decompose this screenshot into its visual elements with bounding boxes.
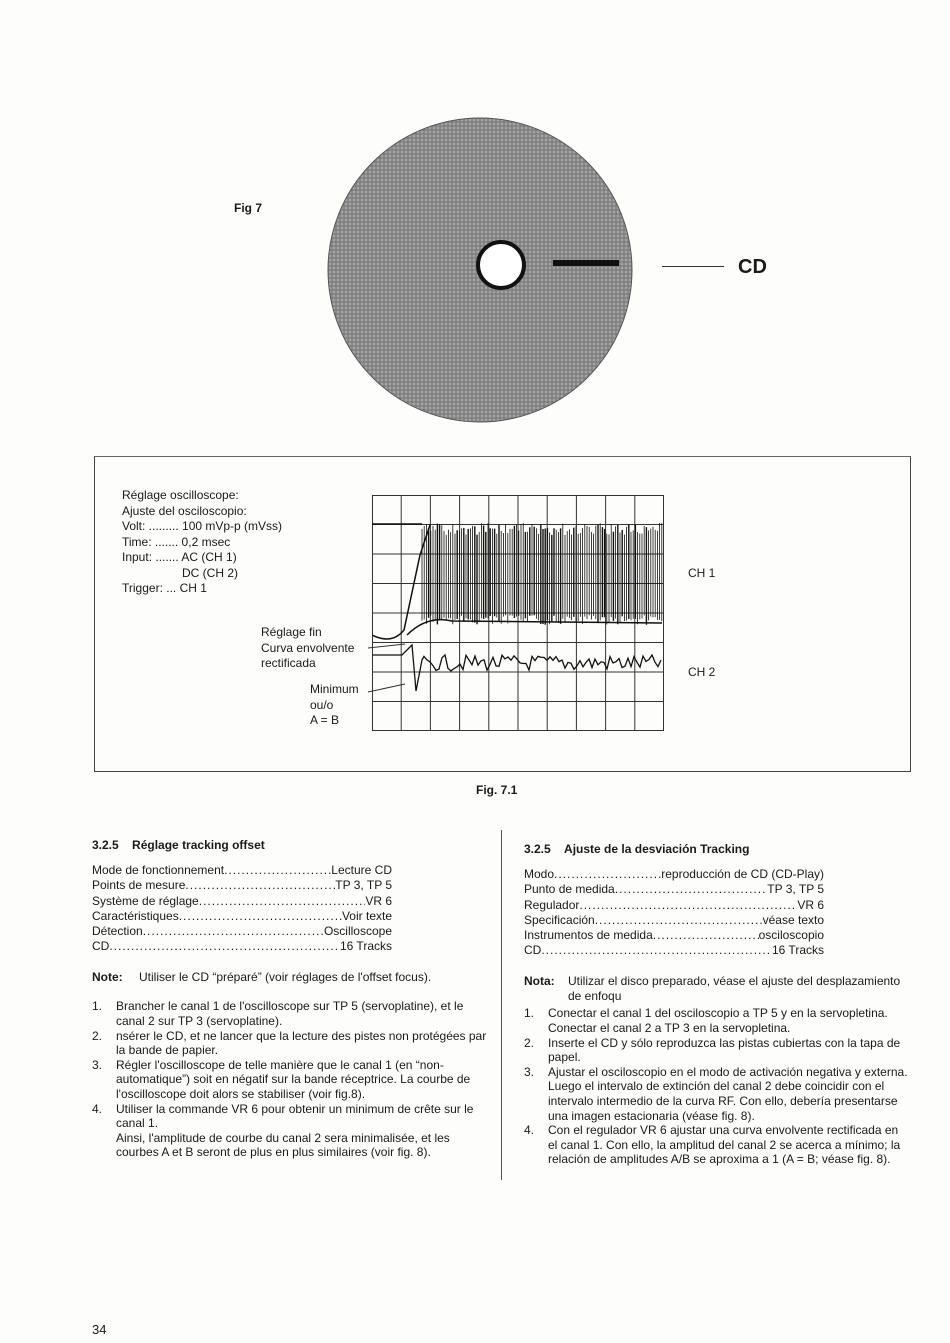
spec-value: Voir texte [341,908,392,923]
spec-key: CD [524,943,542,958]
step-text: Ajustar el osciloscopio en el modo de activación negativa y externa. Luego el intervalo de extinción del canal 2 debe coincidir con el intervalo intermedio de la curva RF. Con ello, debería presentarse una imagen estacionaria (véase fig. 8). [548,1064,908,1123]
leader-dots [143,924,324,939]
spec-key: Specificación [524,912,595,927]
leader-dots [185,878,335,893]
step-list [92,999,487,1160]
fig7-label: Fig 7 [234,201,263,215]
spec-value: TP 3, TP 5 [767,882,824,897]
spec-key: Instrumentos de medida [524,928,653,943]
cd-leader-line [662,266,724,267]
spec-row [92,863,392,878]
step-number: 3. [524,1064,535,1079]
page-number: 34 [92,1322,107,1337]
spec-key: Système de réglage [92,893,199,908]
leader-dots [615,882,768,897]
spec-row [524,898,824,913]
step-text: Con el regulador VR 6 ajustar una curva envolvente rectificada en el canal 1. Con ello, la amplitud del canal 2 se acerca a mínimo; la relación de amplitudes A/B se aproxima a 1 (A = B; véase fig. 8). [548,1123,901,1167]
step-text: Ainsi, l'amplitude de courbe du canal 2 sera minimalisée, et les courbes A et B seront de plus en plus similaires (voir fig. 8). [116,1130,450,1160]
spec-row [92,878,392,893]
annotation-line: Minimum [310,682,359,696]
settings-line: Input: ....... AC (CH 1) [122,550,237,564]
spec-value: VR 6 [797,897,824,912]
spec-row [92,924,392,939]
spec-value: osciloscopio [758,928,824,943]
spec-row [92,909,392,924]
step-text: nsérer le CD, et ne lancer que la lecture des pistes non protégées par la bande de papier. [116,1028,487,1058]
step-text: Régler l'oscilloscope de telle manière que le canal 1 (en “non-automatique”) soit en négatif sur la bande réceptrice. La courbe de l'oscilloscope doit alors se stabiliser (voir fig.8). [116,1057,471,1101]
section-heading [524,842,910,857]
left-column [92,838,487,1160]
spec-row [92,939,392,954]
leader-dots [199,894,366,909]
note-text: Utilizar el disco preparado, véase el ajuste del desplazamiento de enfoqu [568,974,901,1004]
leader-dots [179,909,342,924]
spec-value: véase texto [762,912,824,927]
step-item [92,999,487,1028]
note-label: Nota: [524,974,555,989]
settings-line: Ajuste del osciloscopio: [122,503,247,518]
oscilloscope-graticule [372,495,664,731]
column-divider [501,830,502,1180]
step-item [92,1058,487,1102]
annotation-line: Curva envolvente [261,640,355,655]
spec-row [524,928,824,943]
step-number: 1. [524,1006,535,1021]
ch2-label: CH 2 [688,665,716,679]
note-label: Note: [92,970,123,985]
spec-row [524,882,824,897]
spec-row [524,943,824,958]
spec-key: Caractéristiques [92,908,179,923]
annotation-line: A = B [310,713,340,727]
cd-label: CD [738,256,767,278]
step-text: Conectar el canal 1 del osciloscopio a TP 5 y en la servopletina. Conectar el canal 2 a TP 3 en la servopletina. [548,1006,888,1036]
settings-line: Volt: ......... 100 mVp-p (mVss) [122,519,283,533]
step-item [524,1123,910,1167]
step-list [524,1006,910,1167]
spec-value: reproducción de CD (CD-Play) [661,867,824,882]
spec-key: Modo [524,867,555,882]
leader-dots [653,928,759,943]
minimum-annotation [310,682,359,729]
section-title: Ajuste de la desviación Tracking [564,842,750,856]
step-number: 4. [92,1101,103,1116]
right-column [524,842,910,1167]
leader-dots [541,943,772,958]
spec-key: Regulador [524,897,580,912]
section-number: 3.2.5 [524,842,551,856]
step-number: 3. [92,1057,103,1072]
leader-dots [554,867,661,882]
leader-dots [109,939,340,954]
step-item [92,1131,487,1160]
settings-line: Réglage oscilloscope: [122,488,239,502]
spec-value: Oscilloscope [323,924,392,939]
spec-key: CD [92,939,110,954]
step-item [524,1036,910,1065]
annotation-line: Réglage fin [261,625,322,639]
spec-row [92,894,392,909]
section-number: 3.2.5 [92,838,119,852]
oscilloscope-settings [122,488,282,597]
annotation-line: ou/o [310,697,334,712]
section-heading [92,838,487,853]
spec-value: 16 Tracks [771,943,824,958]
section-title: Réglage tracking offset [132,838,265,852]
step-text: Inserte el CD y sólo reproduzca las pistas cubiertas con la tapa de papel. [548,1035,901,1065]
step-item [524,1065,910,1123]
step-item [92,1102,487,1131]
spec-key: Détection [92,924,143,939]
step-text: Brancher le canal 1 de l'oscilloscope sur TP 5 (servoplatine), et le canal 2 sur TP 3 (servoplatine). [116,999,464,1029]
spec-value: Lecture CD [331,863,392,878]
settings-line: DC (CH 2) [122,565,239,580]
note [524,974,910,1004]
spec-table [92,863,487,954]
spec-value: VR 6 [365,893,392,908]
ch1-label: CH 1 [688,566,716,580]
step-item [524,1006,910,1035]
cd-disc-illustration [325,115,635,425]
spec-key: Points de mesure [92,878,186,893]
note [92,970,487,985]
step-item [92,1029,487,1058]
settings-line: Trigger: ... CH 1 [122,581,207,595]
settings-line: Time: ....... 0,2 msec [122,534,231,549]
spec-row [524,913,824,928]
step-number: 2. [92,1028,103,1043]
spec-value: 16 Tracks [339,939,392,954]
step-number: 1. [92,999,103,1014]
step-number: 4. [524,1123,535,1138]
spec-row [524,867,824,882]
spec-table [524,867,910,958]
step-number: 2. [524,1035,535,1050]
spec-key: Mode de fonctionnement [92,863,225,878]
leader-dots [224,863,331,878]
leader-dots [595,913,763,928]
envelope-annotation [261,625,354,672]
figure-caption: Fig. 7.1 [476,783,518,797]
leader-dots [579,898,797,913]
spec-key: Punto de medida [524,882,615,897]
annotation-line: rectificada [261,656,316,670]
spec-value: TP 3, TP 5 [335,878,392,893]
step-text: Utiliser la commande VR 6 pour obtenir un minimum de crête sur le canal 1. [116,1101,474,1131]
note-text: Utiliser le CD “préparé” (voir réglages de l'offset focus). [139,970,432,985]
